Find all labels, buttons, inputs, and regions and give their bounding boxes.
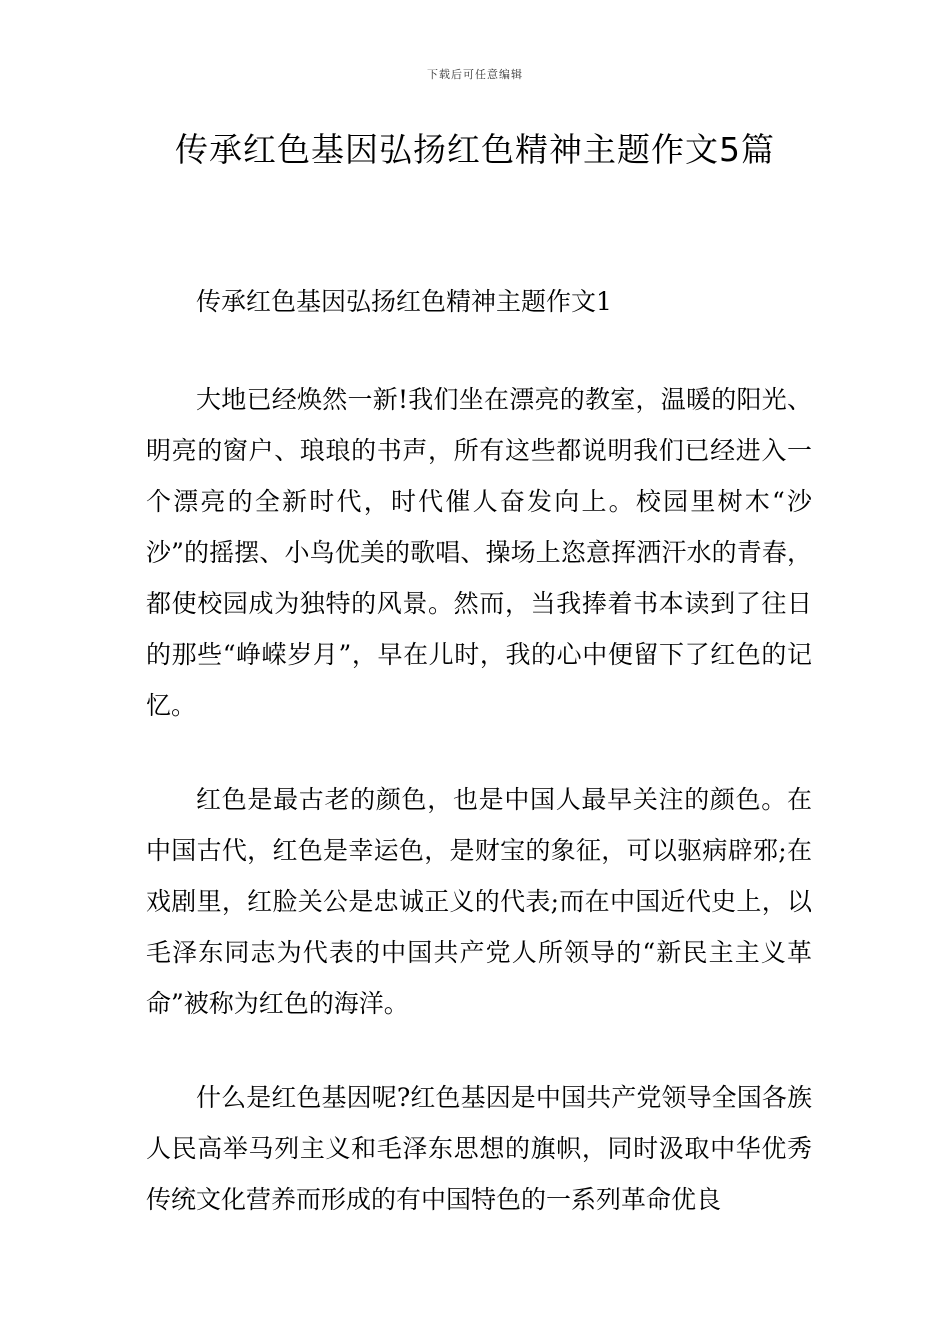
document-title: 传承红色基因弘扬红色精神主题作文5篇 (175, 130, 775, 169)
paragraph-3-container (146, 1072, 812, 1225)
paragraph-1: 大地已经焕然一新!我们坐在漂亮的教室，温暖的阳光、明亮的窗户、琅琅的书声，所有这些都说明我们已经进入一个漂亮的全新时代，时代催人奋发向上。校园里树木“沙沙”的摇摆、小鸟优美的歌唱、操场上恣意挥洒汗水的青春，都使校园成为独特的风景。然而，当我捧着书本读到了往日的那些“峥嵘岁月”，早在儿时，我的心中便留下了红色的记忆。 (146, 385, 812, 720)
paragraph-3: 什么是红色基因呢?红色基因是中国共产党领导全国各族人民高举马列主义和毛泽东思想的旗帜，同时汲取中华优秀传统文化营养而形成的有中国特色的一系列革命优良 (146, 1083, 812, 1214)
paragraph-2-container (146, 774, 812, 1029)
paragraph-1-container (146, 374, 812, 731)
paragraph-2: 红色是最古老的颜色，也是中国人最早关注的颜色。在中国古代，红色是幸运色，是财宝的象征，可以驱病辟邪;在戏剧里，红脸关公是忠诚正义的代表;而在中国近代史上，以毛泽东同志为代表的中国共产党人所领导的“新民主主义革命”被称为红色的海洋。 (146, 785, 812, 1018)
section-heading: 传承红色基因弘扬红色精神主题作文1 (196, 287, 612, 316)
header-note: 下载后可任意编辑 (427, 68, 523, 81)
